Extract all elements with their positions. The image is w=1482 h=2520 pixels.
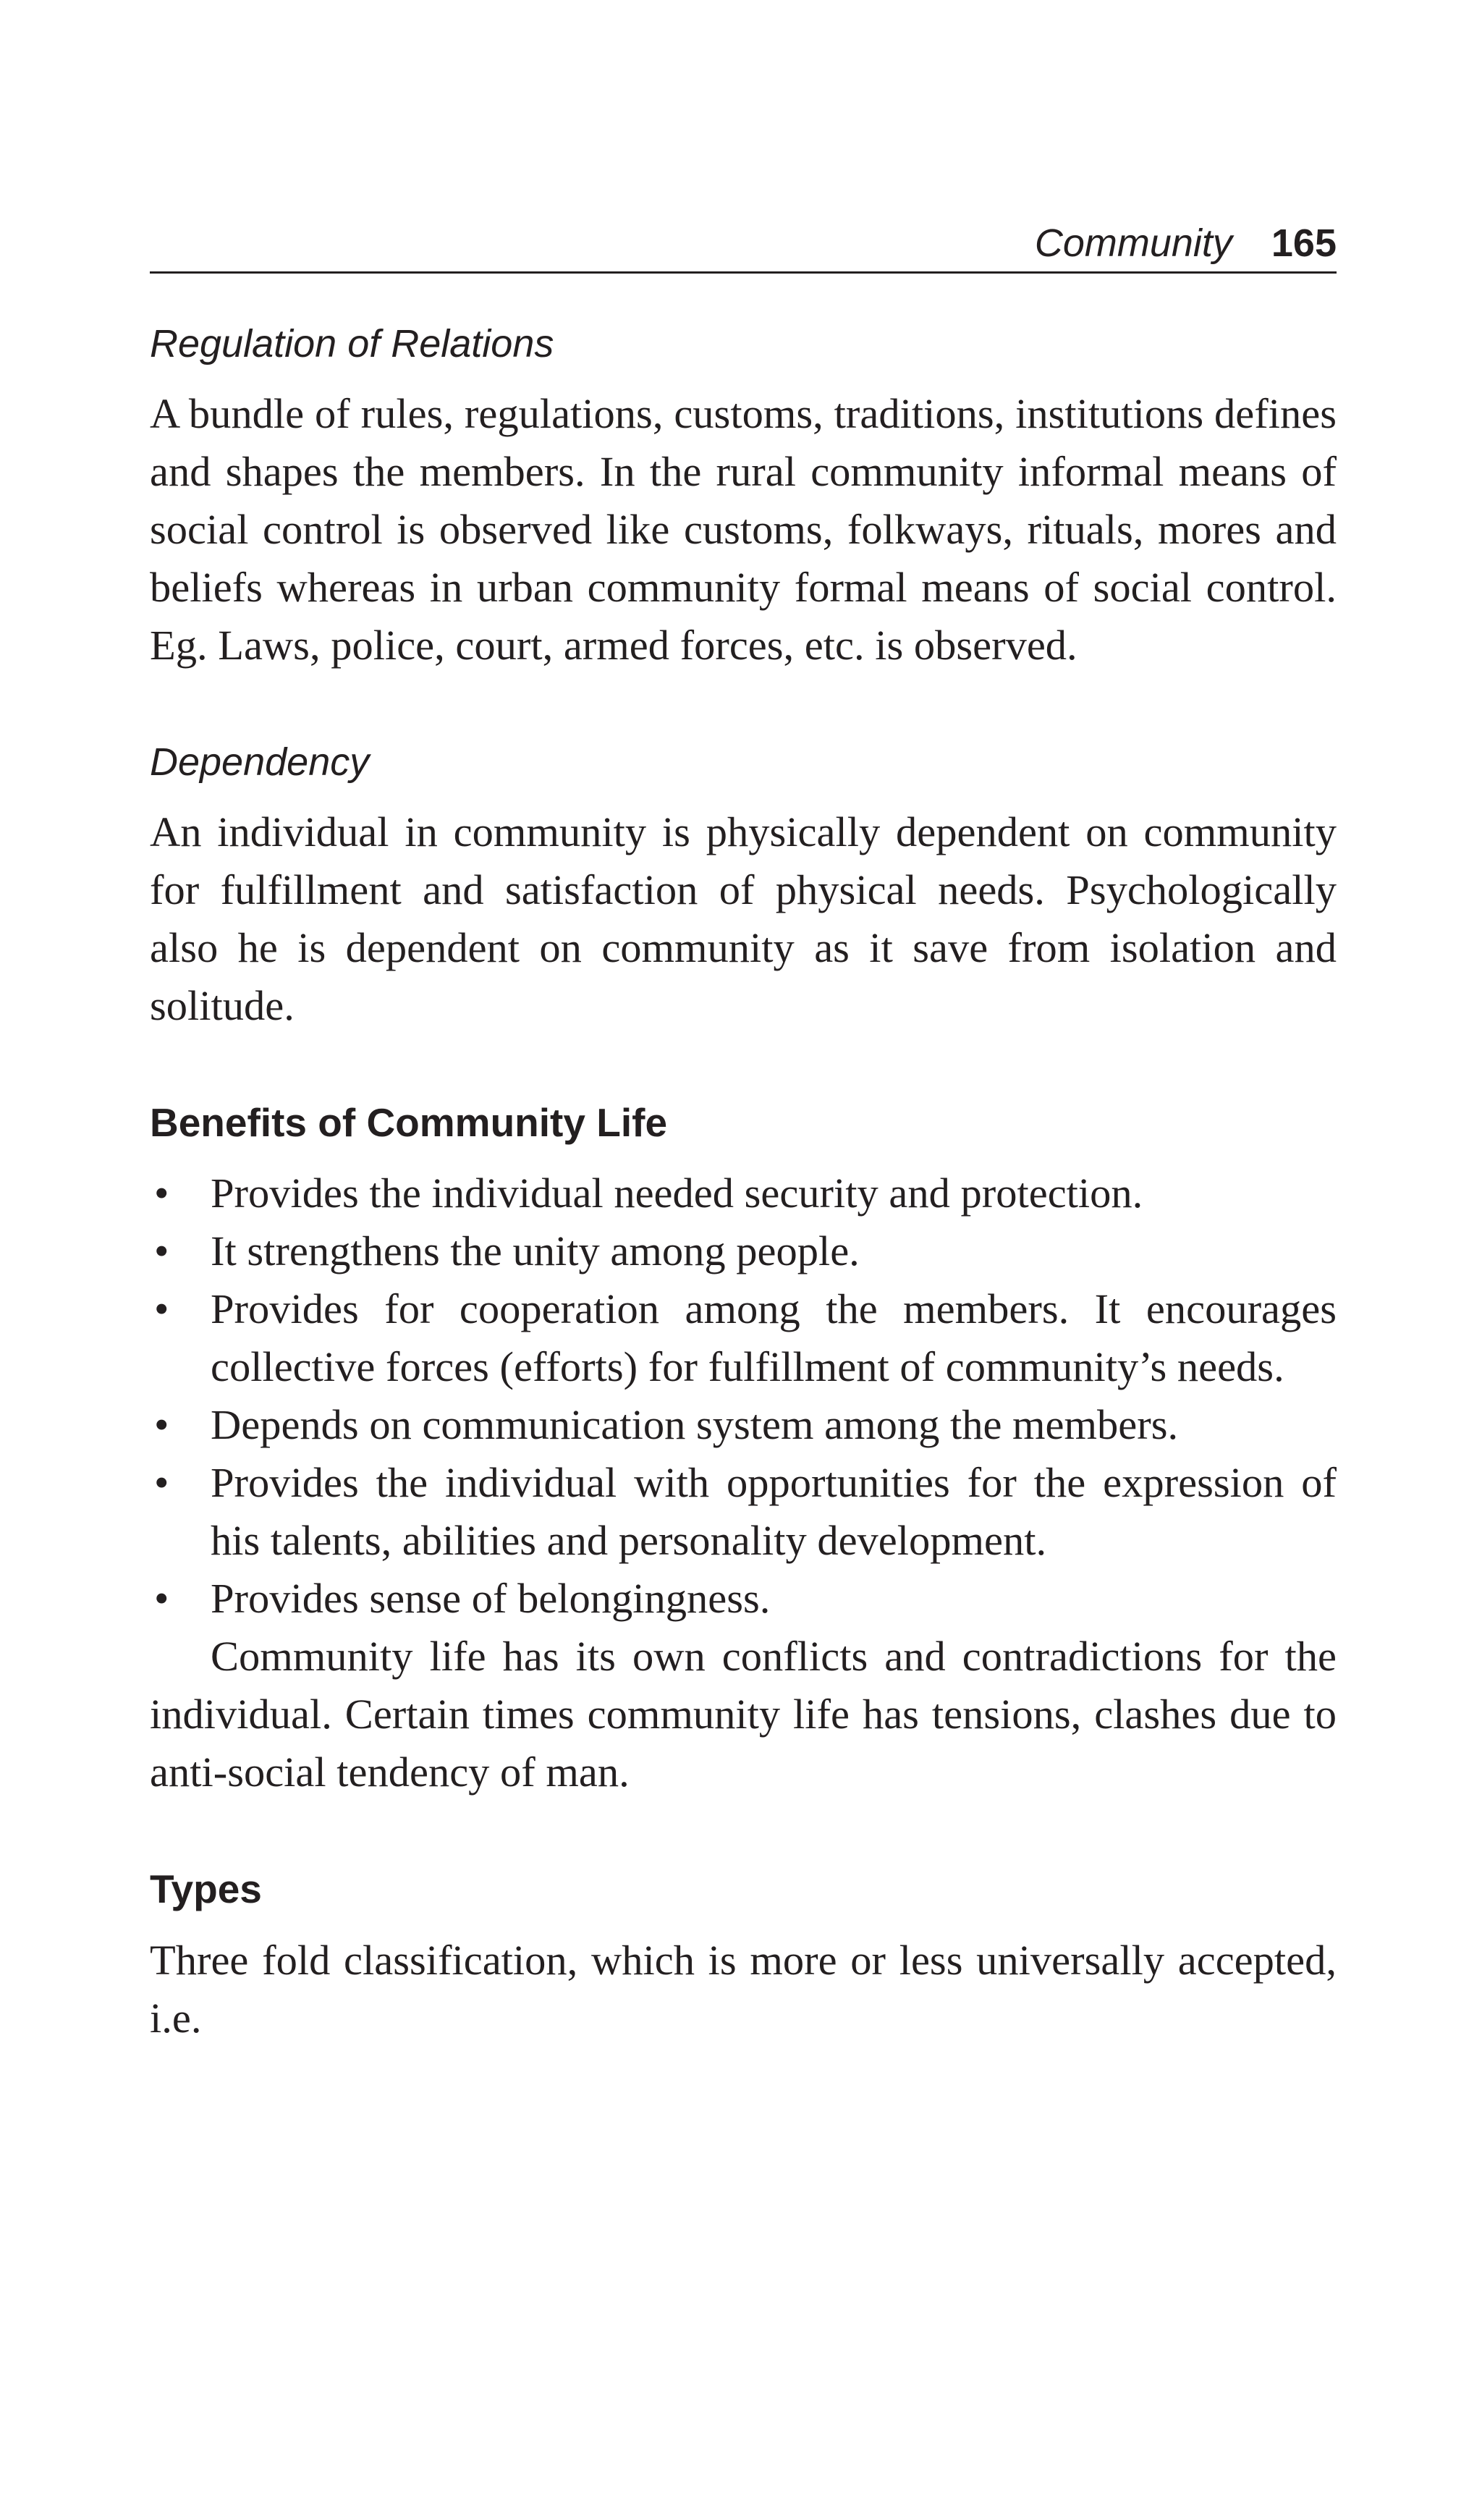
section-types (150, 1866, 1337, 2047)
list-item (150, 1222, 1337, 1280)
bullet-icon: • (154, 1401, 169, 1449)
running-head-title: Community (1034, 221, 1232, 265)
bullet-icon: • (154, 1459, 169, 1507)
heading-regulation: Regulation of Relations (150, 322, 554, 365)
bullet-icon: • (154, 1170, 169, 1217)
paragraph-benefits-closing: Community life has its own conflicts and contradictions for the individual. Certain times community life has tensions, clashes due to anti-social tendency of man. (150, 1633, 1337, 1796)
list-item (150, 1164, 1337, 1222)
benefits-list (150, 1164, 1337, 1628)
paragraph-regulation: A bundle of rules, regulations, customs, traditions, institutions defines and shapes the members. In the rural community informal means of social control is observed like customs, folkways, rituals, mores and beliefs whereas in urban community formal means of social control. Eg. Laws, police, court, armed forces, etc. is observed. (150, 390, 1337, 669)
list-item (150, 1570, 1337, 1628)
bullet-icon: • (154, 1285, 169, 1333)
list-item-text: Provides the individual needed security and protection. (211, 1170, 1143, 1217)
bullet-icon: • (154, 1575, 169, 1623)
section-dependency (150, 740, 1337, 1035)
section-regulation (150, 321, 1337, 675)
section-benefits (150, 1100, 1337, 1801)
heading-benefits: Benefits of Community Life (150, 1100, 668, 1146)
list-item (150, 1396, 1337, 1454)
bullet-icon: • (154, 1227, 169, 1275)
heading-dependency: Dependency (150, 740, 370, 785)
page-number: 165 (1271, 221, 1337, 265)
list-item-text: Depends on communication system among the members. (211, 1401, 1179, 1449)
paragraph-dependency: An individual in community is physically dependent on community for fulfillment and satisfaction of physical needs. Psychologically also he is dependent on community as it save from isolation and solitude. (150, 808, 1337, 1030)
page-content (150, 321, 1337, 2047)
paragraph-types: Three fold classification, which is more or less universally accepted, i.e. (150, 1936, 1337, 2042)
list-item-text: Provides sense of belongingness. (211, 1575, 771, 1623)
running-head (150, 211, 1337, 274)
list-item-text: Provides for cooperation among the members. It encourages collective forces (efforts) for fulfillment of community’s needs. (211, 1285, 1337, 1391)
list-item (150, 1280, 1337, 1396)
list-item (150, 1454, 1337, 1570)
list-item-text: Provides the individual with opportunities for the expression of his talents, abilities and personality development. (211, 1459, 1337, 1565)
heading-types: Types (150, 1866, 262, 1912)
list-item-text: It strengthens the unity among people. (211, 1227, 860, 1275)
